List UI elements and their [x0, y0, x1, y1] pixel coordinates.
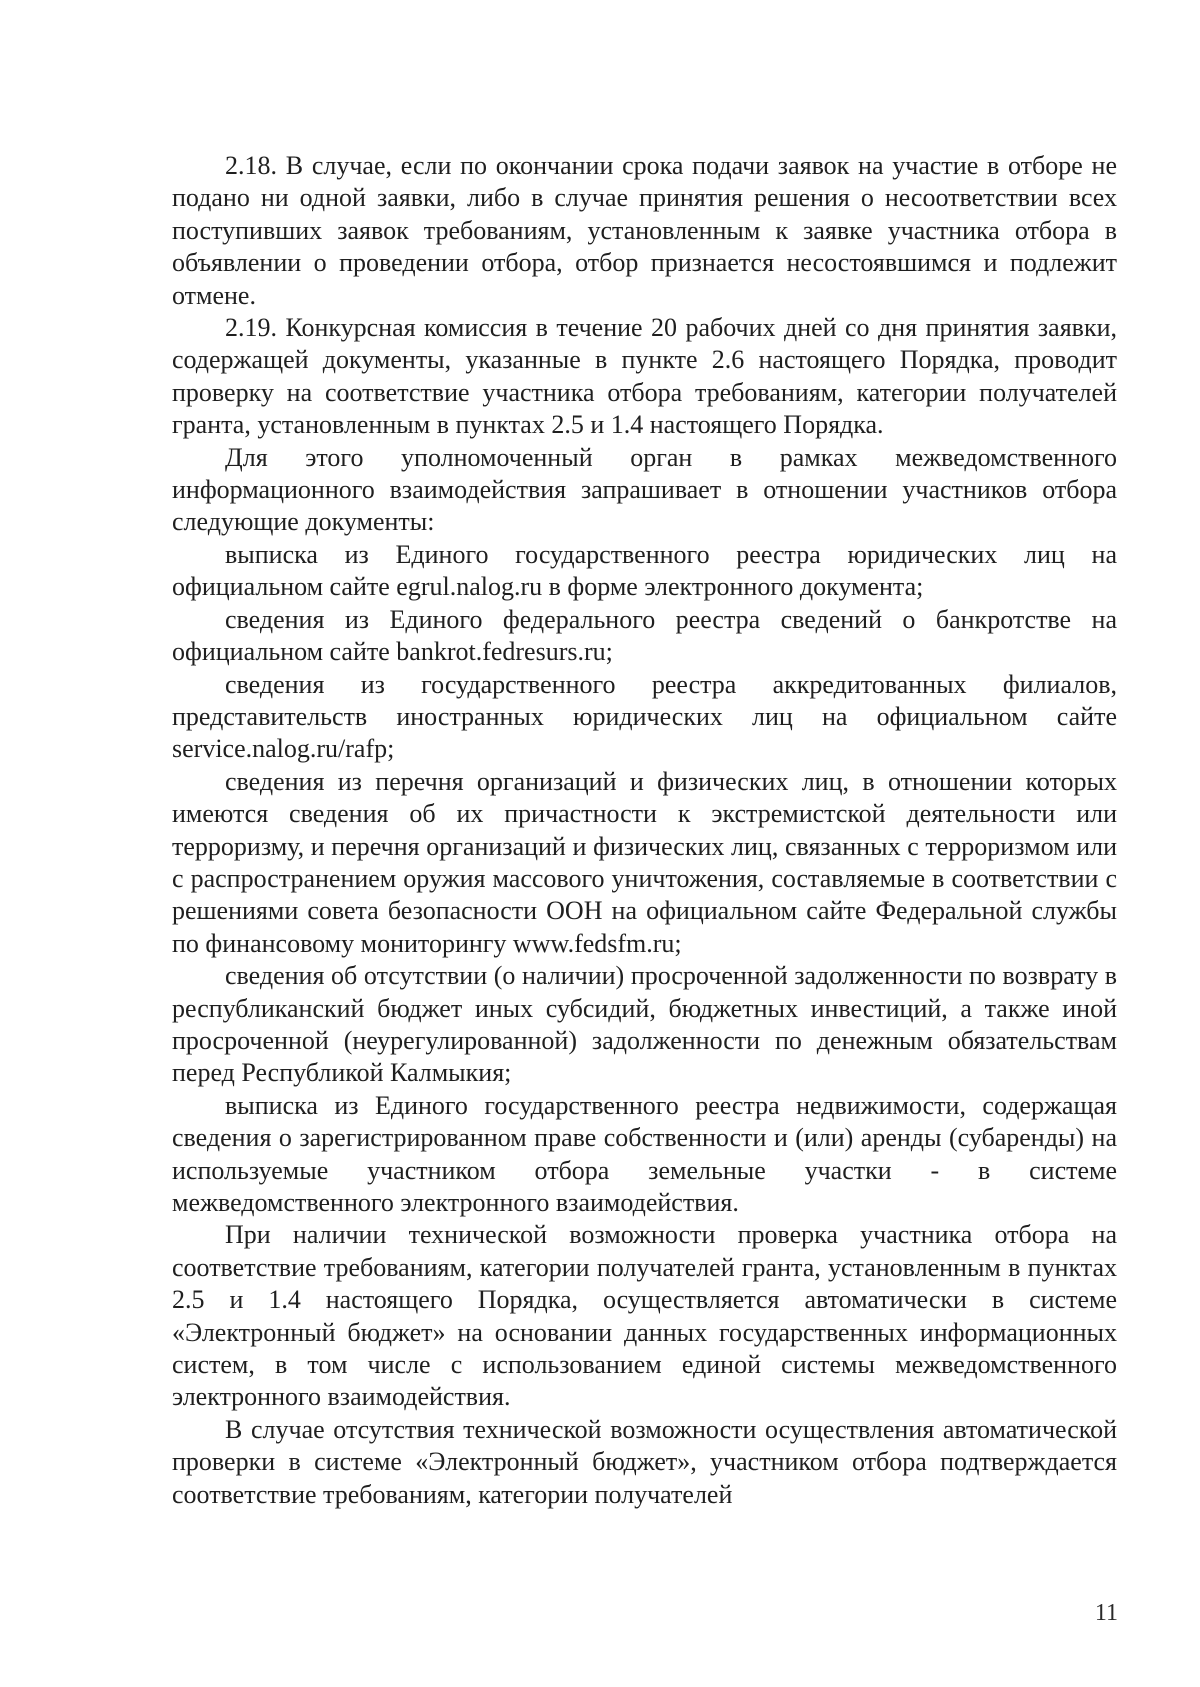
list-item-egrn: выписка из Единого государственного реестра недвижимости, содержащая сведения о зарегистрированном праве собственности и (или) аренды (субаренды) на используемые участником отбора земельные участки - в системе межведомственного электронного взаимодействия. — [172, 1090, 1117, 1217]
page-number: 11 — [1094, 1600, 1118, 1626]
list-item-debt: сведения об отсутствии (о наличии) просроченной задолженности по возврату в республиканский бюджет иных субсидий, бюджетных инвестиций, а также иной просроченной (неурегулированной) задолженности по денежным обязательствам перед Республикой Калмыкия; — [172, 961, 1117, 1088]
list-item-fedsfm: сведения из перечня организаций и физических лиц, в отношении которых имеются сведения об их причастности к экстремистской деятельности или терроризму, и перечня организаций и физических лиц, связанных с терроризмом или с распространением оружия массового уничтожения, составляемые в соответствии с решениями совета безопасности ООН на официальном сайте Федеральной службы по финансовому мониторингу www.fedsfm.ru; — [172, 766, 1117, 958]
list-item-bankrot: сведения из Единого федерального реестра сведений о банкротстве на официальном сайте bankrot.fedresurs.ru; — [172, 604, 1117, 667]
document-body — [172, 150, 1117, 1511]
list-item-egrul: выписка из Единого государственного реестра юридических лиц на официальном сайте egrul.nalog.ru в форме электронного документа; — [172, 539, 1117, 602]
paragraph-request-intro: Для этого уполномоченный орган в рамках межведомственного информационного взаимодействия запрашивает в отношении участников отбора следующие документы: — [172, 442, 1117, 537]
paragraph-auto-check: При наличии технической возможности проверка участника отбора на соответствие требованиям, категории получателей гранта, установленным в пунктах 2.5 и 1.4 настоящего Порядка, осуществляется автоматически в системе «Электронный бюджет» на основании данных государственных информационных систем, в том числе с использованием единой системы межведомственного электронного взаимодействия. — [172, 1220, 1117, 1412]
list-item-rafp: сведения из государственного реестра аккредитованных филиалов, представительств иностранных юридических лиц на официальном сайте service.nalog.ru/rafp; — [172, 669, 1117, 764]
paragraph-2-18: 2.18. В случае, если по окончании срока подачи заявок на участие в отборе не подано ни одной заявки, либо в случае принятия решения о несоответствии всех поступивших заявок требованиям, установленным к заявке участника отбора в объявлении о проведении отбора, отбор признается несостоявшимся и подлежит отмене. — [172, 151, 1117, 310]
paragraph-2-19: 2.19. Конкурсная комиссия в течение 20 рабочих дней со дня принятия заявки, содержащей документы, указанные в пункте 2.6 настоящего Порядка, проводит проверку на соответствие участника отбора требованиям, категории получателей гранта, установленным в пунктах 2.5 и 1.4 настоящего Порядка. — [172, 313, 1117, 440]
paragraph-manual-check: В случае отсутствия технической возможности осуществления автоматической проверки в системе «Электронный бюджет», участником отбора подтверждается соответствие требованиям, категории получателей — [172, 1414, 1117, 1509]
